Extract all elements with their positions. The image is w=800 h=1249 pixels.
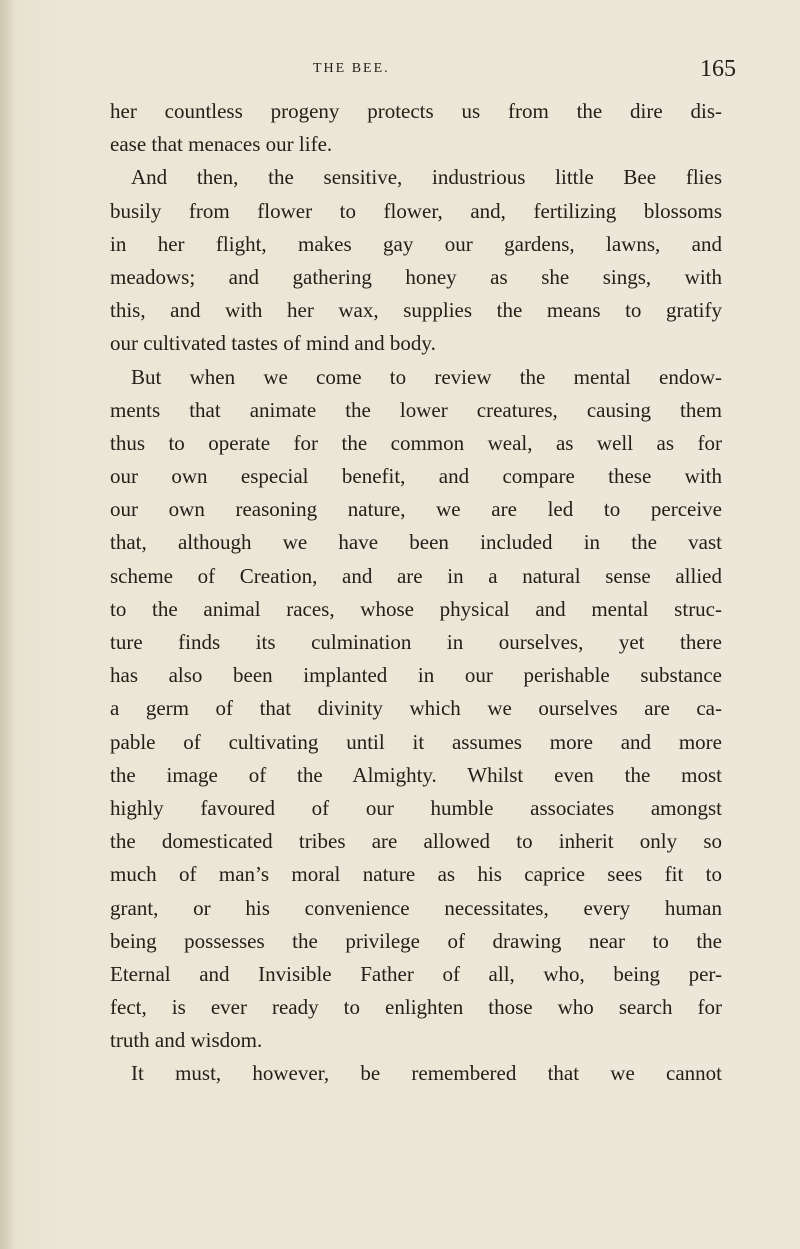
gutter-shadow	[0, 0, 14, 1249]
text-line: the image of the Almighty. Whilst even the most	[110, 762, 722, 787]
text-line: But when we come to review the mental endow-	[131, 364, 722, 389]
page-number: 165	[700, 56, 736, 82]
text-line: her countless progeny protects us from the dire dis-	[110, 99, 722, 123]
text-line: our own especial benefit, and compare these with	[110, 464, 722, 489]
text-line: grant, or his convenience necessitates, every human	[110, 895, 722, 920]
text-line: this, and with her wax, supplies the means to gratify	[110, 298, 722, 323]
text-line: ture finds its culmination in ourselves, yet there	[110, 630, 722, 654]
text-line: in her flight, makes gay our gardens, lawns, and	[110, 231, 722, 256]
text-line: thus to operate for the common weal, as well as for	[110, 430, 722, 455]
text-line: to the animal races, whose physical and mental struc-	[110, 596, 722, 621]
text-line: our cultivated tastes of mind and body.	[110, 331, 436, 356]
text-line: And then, the sensitive, industrious little Bee flies	[131, 165, 722, 190]
text-line: much of man’s moral nature as his caprice sees fit to	[110, 862, 722, 887]
text-line: pable of cultivating until it assumes more and more	[110, 729, 722, 754]
text-line: ments that animate the lower creatures, causing them	[110, 397, 722, 422]
text-line: truth and wisdom.	[110, 1028, 263, 1053]
text-line: the domesticated tribes are allowed to inherit only so	[110, 829, 722, 854]
text-line: being possesses the privilege of drawing near to the	[110, 928, 722, 953]
text-line: It must, however, be remembered that we cannot	[131, 1061, 722, 1086]
text-line: meadows; and gathering honey as she sings, with	[110, 264, 722, 289]
text-line: Eternal and Invisible Father of all, who, being per-	[110, 961, 722, 986]
page-header	[0, 52, 800, 86]
text-line: our own reasoning nature, we are led to perceive	[110, 497, 722, 522]
body-text	[110, 95, 722, 1091]
text-line: a germ of that divinity which we ourselves are ca-	[110, 696, 722, 721]
text-line: fect, is ever ready to enlighten those who search for	[110, 995, 722, 1020]
text-line: ease that menaces our life.	[110, 132, 333, 157]
text-line: that, although we have been included in the vast	[110, 530, 722, 555]
text-line: has also been implanted in our perishable substance	[110, 663, 722, 688]
text-line: busily from flower to flower, and, fertilizing blossoms	[110, 198, 722, 223]
text-line: highly favoured of our humble associates amongst	[110, 795, 722, 820]
text-line: scheme of Creation, and are in a natural sense allied	[110, 563, 722, 588]
running-title: THE BEE.	[313, 61, 390, 76]
